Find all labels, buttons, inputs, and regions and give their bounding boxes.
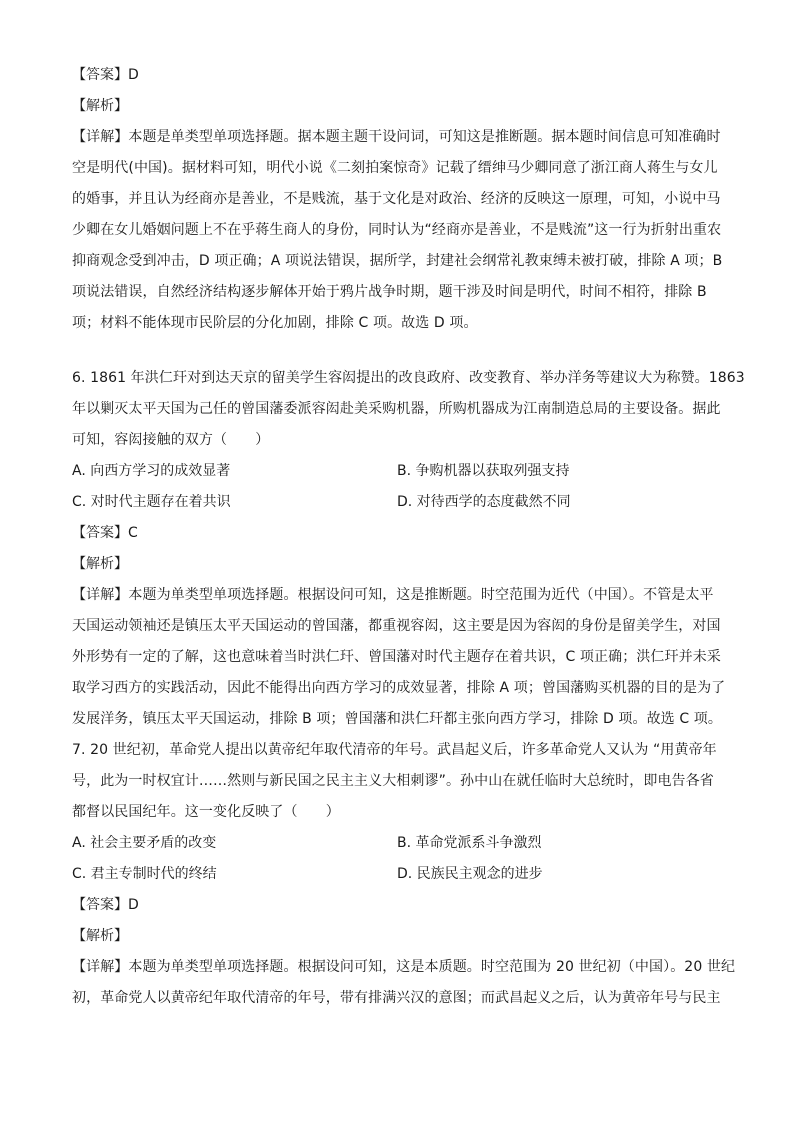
q7-stem-line: 都督以民国纪年。这一变化反映了（ ） — [72, 804, 340, 820]
q6-detail-line: 发展洋务，镇压太平天国运动，排除 B 项；曾国藩和洪仁玕都主张向西方学习，排除 D 项。故选 C 项。 — [72, 711, 722, 727]
q5-detail-line: 抑商观念受到冲击，D 项正确；A 项说法错误，据所学，封建社会纲常礼教束缚未被打破，排除 A 项；B — [72, 253, 723, 269]
q6-detail-line: 【详解】本题为单类型单项选择题。根据设问可知，这是推断题。时空范围为近代（中国）。不管是太平 — [72, 587, 714, 603]
q7-options-row-1 — [72, 828, 722, 859]
q5-answer: 【答案】D — [72, 67, 139, 83]
q5-detail-line: 的婚事，并且认为经商亦是善业，不是贱流，基于文化是对政治、经济的反映这一原理，可知，小说中马 — [72, 191, 721, 207]
document-page — [72, 60, 745, 1014]
q6-option-a: A. 向西方学习的成效显著 — [72, 463, 231, 479]
q7-options-row-2 — [72, 859, 722, 890]
q7-detail-line: 初，革命党人以黄帝纪年取代清帝的年号，带有排满兴汉的意图；而武昌起义之后，认为黄帝年号与民主 — [72, 990, 721, 1006]
q7-detail-line: 【详解】本题为单类型单项选择题。根据设问可知，这是本质题。时空范围为 20 世纪初（中国）。20 世纪 — [72, 959, 736, 975]
q6-answer: 【答案】C — [72, 525, 138, 541]
q7-option-a: A. 社会主要矛盾的改变 — [72, 835, 217, 851]
q6-detail-line: 外形势有一定的了解，这也意味着当时洪仁玕、曾国藩对时代主题存在着共识，C 项正确；洪仁玕并未采 — [72, 649, 721, 665]
q6-options-row-2 — [72, 487, 722, 518]
q7-analysis-label: 【解析】 — [72, 928, 128, 944]
q7-option-d: D. 民族民主观念的进步 — [397, 866, 543, 882]
q6-stem-line: 年以剿灭太平天国为己任的曾国藩委派容闳赴美采购机器，所购机器成为江南制造总局的主要设备。据此 — [72, 401, 721, 417]
q6-detail-line: 天国运动领袖还是镇压太平天国运动的曾国藩，都重视容闳，这主要是因为容闳的身份是留美学生，对国 — [72, 618, 721, 634]
q6-stem-line: 可知，容闳接触的双方（ ） — [72, 432, 270, 448]
q7-answer: 【答案】D — [72, 897, 139, 913]
q6-stem — [72, 363, 745, 456]
q6-detail-line: 取学习西方的实践活动，因此不能得出向西方学习的成效显著，排除 A 项；曾国藩购买机器的目的是为了 — [72, 680, 726, 696]
q5-detail-line: 空是明代(中国)。据材料可知，明代小说《二刻拍案惊奇》记载了缙绅马少卿同意了浙江商人蒋生与女儿 — [72, 160, 718, 176]
q7-option-b: B. 革命党派系斗争激烈 — [397, 835, 542, 851]
q6-detail — [72, 580, 726, 735]
q6-analysis-label: 【解析】 — [72, 556, 128, 572]
q6-option-c: C. 对时代主题存在着共识 — [72, 494, 231, 510]
q7-detail — [72, 952, 736, 1014]
q7-stem — [72, 735, 722, 828]
q5-detail-line: 少卿在女儿婚姻问题上不在乎蒋生商人的身份，同时认为“经商亦是善业，不是贱流”这一行为折射出重农 — [72, 222, 722, 238]
q7-stem-line: 7. 20 世纪初，革命党人提出以黄帝纪年取代清帝的年号。武昌起义后，许多革命党人又认为 “用黄帝年 — [72, 742, 717, 758]
q5-detail-line: 项；材料不能体现市民阶层的分化加剧，排除 C 项。故选 D 项。 — [72, 315, 478, 331]
q7-option-c: C. 君主专制时代的终结 — [72, 866, 217, 882]
q7-stem-line: 号，此为一时权宜计……然则与新民国之民主主义大相刺谬”。孙中山在就任临时大总统时，即电告各省 — [72, 773, 714, 789]
q6-options-row-1 — [72, 456, 722, 487]
q5-detail — [72, 122, 722, 339]
q5-detail-line: 【详解】本题是单类型单项选择题。据本题主题干设问词，可知这是推断题。据本题时间信息可知准确时 — [72, 129, 721, 145]
q6-option-b: B. 争购机器以获取列强支持 — [397, 463, 570, 479]
q5-analysis-label: 【解析】 — [72, 98, 128, 114]
q6-option-d: D. 对待西学的态度截然不同 — [397, 494, 571, 510]
q6-stem-line: 6. 1861 年洪仁玕对到达天京的留美学生容闳提出的改良政府、改变教育、举办洋务等建议大为称赞。1863 — [72, 370, 745, 386]
spacer — [72, 339, 722, 363]
q5-detail-line: 项说法错误，自然经济结构逐步解体开始于鸦片战争时期，题干涉及时间是明代，时间不相符，排除 B — [72, 284, 707, 300]
